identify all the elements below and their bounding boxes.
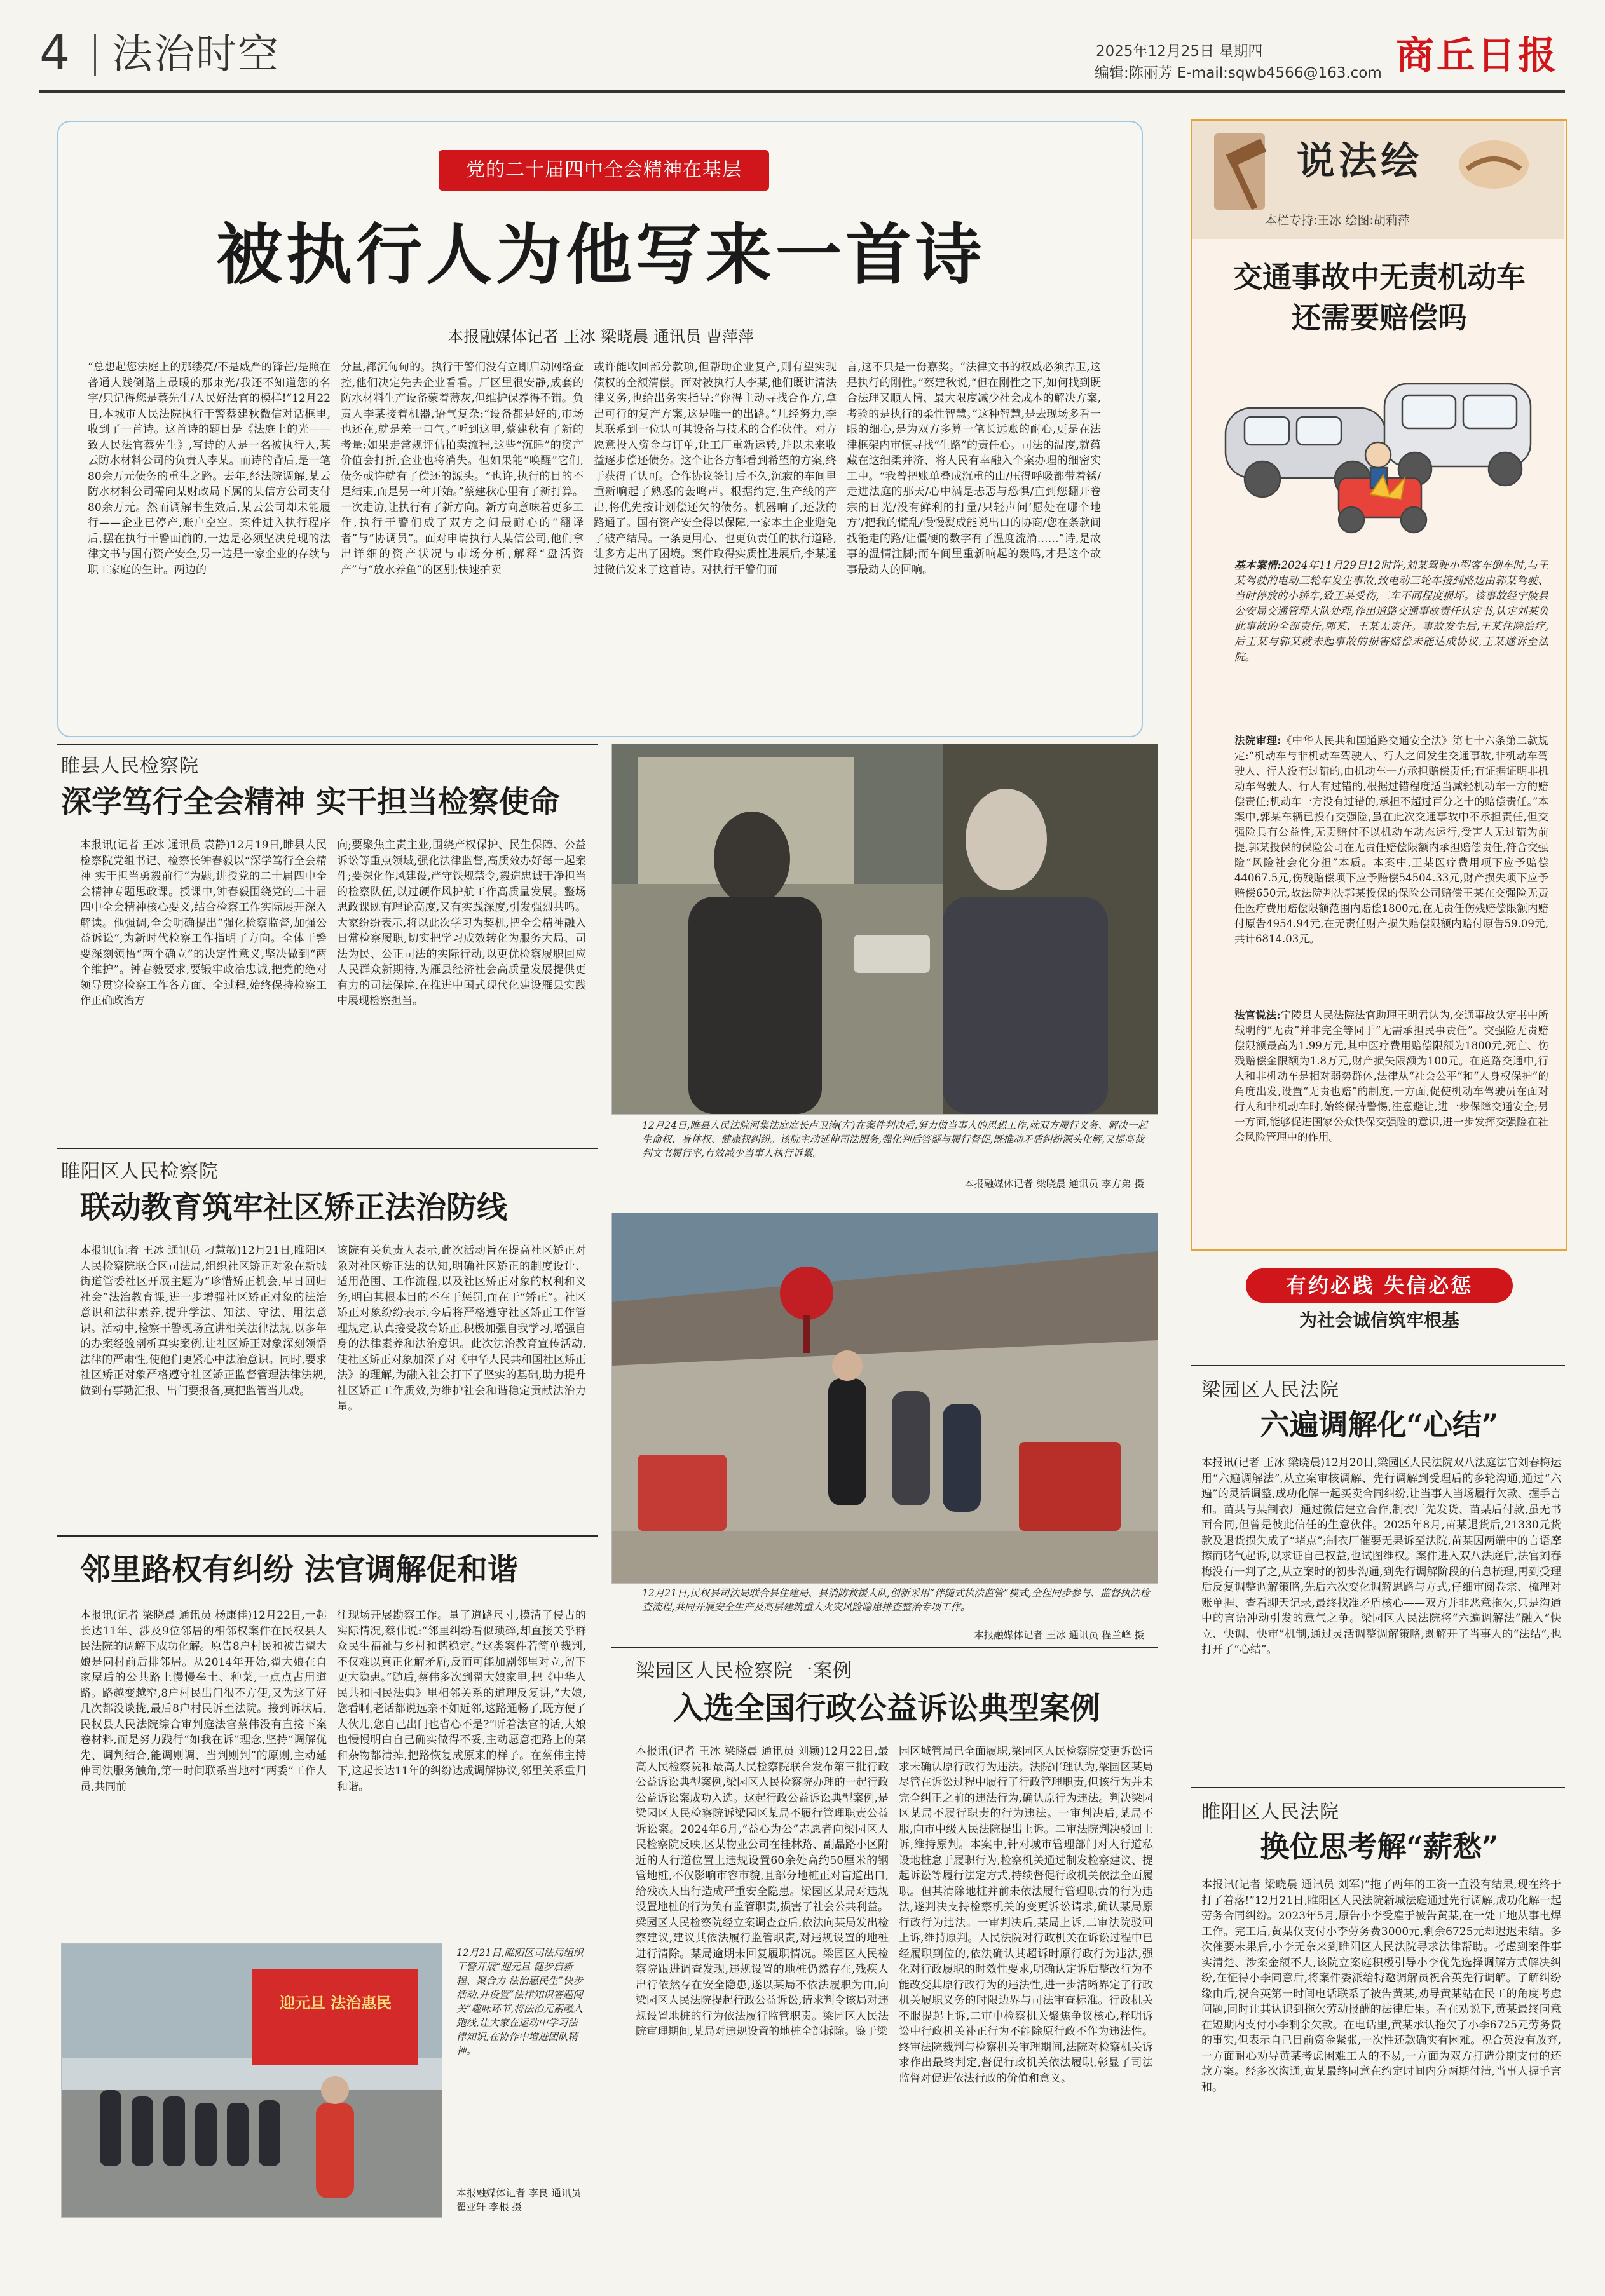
header-rule <box>39 90 1565 93</box>
liangyuan-title: 入选全国行政公益诉讼典型案例 <box>673 1690 1100 1726</box>
shuofa-law <box>1234 733 1548 1003</box>
traffic-accident-cartoon <box>1212 353 1550 541</box>
lead-byline: 本报融媒体记者 王冰 梁晓晨 通讯员 曹萍萍 <box>447 327 754 346</box>
suixian-rule <box>57 744 598 745</box>
suiyang-column-2: 该院有关负责人表示,此次活动旨在提高社区矫正对象对社区矫正法的认知,明确社区矫正的制度设计、适用范围、工作流程,以及社区矫正对象的权利和义务,明白其根本目的不在于惩罚,而在于“矫正”。社区矫正对象纷纷表示,今后将严格遵守社区矫正工作管理规定,认真接受教育矫正,积极加强自我学习,增强自身的法律素养和法治意识。此次法治教育宣传活动,使社区矫正对象加深了对《中华人民共和国社区矫正法》的理解,为融入社会打下了坚实的基础,助力提升社区矫正工作质效,为维护社会和谐稳定贡献法治力量。 <box>337 1244 586 1413</box>
suiyang-title: 联动教育筑牢社区矫正法治防线 <box>80 1190 508 1225</box>
suiyang-court-kicker: 睢阳区人民法院 <box>1201 1801 1339 1823</box>
lead-column-3: 或许能收回部分款项,但帮助企业复产,则有望实现债权的全额清偿。面对被执行人李某,他们既讲清法律义务,也给出务实指导:“你得主动寻找合作方,拿出可行的复产方案,这是唯一的出路。”几经努力,李某联系到一位认可其设备与技术的合作伙伴。对方愿意投入资金与订单,让工厂重新运转,并以未来收益逐步偿还债务。这个让各方都看到希望的方案,终于获得了认可。合作协议签订后不久,沉寂的车间里重新响起了熟悉的轰鸣声。根据约定,生产线的产出,将优先按计划偿还欠的债务。机器响了,还款的路通了。国有资产安全得以保障,一家本土企业避免了破产结局。一条更用心、也更负责任的执行道路,让多方走出了困境。案件取得实质性进展后,李某通过微信发来了这首诗。对执行干警们而 <box>594 361 837 576</box>
mediation-photo-credit: 本报融媒体记者 梁晓晨 通讯员 李方弟 摄 <box>964 1178 1144 1190</box>
mediation-photo-caption: 12月24日,睢县人民法院河集法庭庭长卢卫涛(左)在案件判决后,努力做当事人的思想工作,就双方履行义务、解决一起生命权、身体权、健康权纠纷。该院主动延伸司法服务,强化判后答疑与履行督促,既推动矛盾纠纷源头化解,又提高裁判文书履行率,有效减少当事人执行诉累。 <box>642 1120 1147 1159</box>
photo-mediation-scene <box>612 744 1158 1114</box>
masthead-logo: 商丘日报 <box>1396 34 1559 78</box>
shuofa-judge-text: 宁陵县人民法院法官助理王明君认为,交通事故认定书中所载明的“无责”并非完全等同于“无需承担民事责任”。交强险无责赔偿限额最高为1.99万元,其中医疗费用赔偿限额为1800元,死亡、伤残赔偿金限额为1.8万元,财产损失限额为100元。在道路交通中,行人和非机动车是相对弱势群体,法律从“社会公平”和“人身权保护”的角度出发,设置“无责也赔”的制度,一方面,促使机动车驾驶员在面对行人和非机动车时,始终保持警惕,注意避让,进一步保障交通安全;另一方面,能够促进国家公众快保交强险的意识,进一步发挥交强险在社会风险管理中的作用。 <box>1234 1009 1548 1143</box>
shuofa-law-label: 法院审理: <box>1234 735 1281 747</box>
photo-fire-inspection <box>611 1213 1158 1584</box>
shuofa-judge-label: 法官说法: <box>1234 1009 1281 1021</box>
liangyuan-court-rule <box>1191 1365 1565 1366</box>
suiyang-kicker: 睢阳区人民检察院 <box>61 1160 219 1183</box>
liangyuan-column-1: 本报讯(记者 王冰 梁晓晨 通讯员 刘颖)12月22日,最高人民检察院和最高人民检察院联合发布第三批行政公益诉讼典型案例,梁园区人民检察院办理的一起行政公益诉讼案成功入选。这起行政公益诉讼典型案例,是梁园区人民检察院诉梁园区某局不履行管理职责公益诉讼案。2024年6月,“益心为公”志愿者向梁园区人民检察院反映,区某物业公司在桂林路、副晶路小区附近的人行道位置上违规设置60余处高约50厘米的钢管地桩,不仅影响市容市貌,且部分地桩正对盲道出口,给残疾人出行造成严重安全隐患。梁园区某局对违规设置地桩的行为负有监管职责,损害了社会公共利益。梁园区人民检察院经立案调查查后,依法向某局发出检察建议,建议其依法履行监管职责,对违规设置的地桩进行清除。某局逾期未回复履职情况。梁园区人民检察院跟进调查发现,违规设置的地桩仍然存在,残疾人出行依然存在安全隐患,遂以某局不依法履职为由,向梁园区人民法院提起行政公益诉讼,请求判令该局对违规设置地桩的行为依法履行监管职责。梁园区人民法院审理期间,某局对违规设置的地桩全部拆除。鉴于梁 <box>636 1745 889 2038</box>
shuofa-case-text: 2024年11月29日12时许,刘某驾驶小型客车倒车时,与王某驾驶的电动三轮车发生事故,致电动三轮车接到路边由郭某驾驶、当时停放的小轿车,致王某受伤,三车不同程度损坏。该事故经宁陵县公安局交通管理大队处理,作出道路交通事故责任认定书,认定刘某负此事故的全部责任,郭某、王某无责任。事故发生后,王某住院治疗,后王某与郭某就未起事故的损害赔偿未能达成协议,王某遂诉至法院。 <box>1234 559 1548 663</box>
walking-photo-caption: 12月21日,睢阳区司法局组织干警开展“迎元旦 健步启新程、聚合力 法治惠民生”快步活动,并设置“法律知识答题闯关”趣味环节,将法治元素融入跑线,让大家在运动中学习法律知识,在协作中增进团队精神。 <box>456 1947 584 2056</box>
liangyuan-rule <box>611 1647 1158 1648</box>
liangyuan-kicker: 梁园区人民检察院一案例 <box>636 1660 852 1682</box>
photo-walking-event <box>61 1943 442 2218</box>
shuofa-title: 交通事故中无责机动车还需要赔偿吗 <box>1233 260 1526 335</box>
shuofa-column-title: 说法绘 <box>1297 139 1423 184</box>
lead-column-1: “总想起您法庭上的那缕亮/不是威严的锋芒/是照在普通人践倒路上最暖的那束光/我还不知道您的名字/只记得您是蔡先生/人民好法官的模样!”12月22日,本城市人民法院执行干警蔡建秋微信对话框里,收到了一首诗。这首诗的题目是《法庭上的光——致人民法官蔡先生》,写诗的人是一名被执行人,某云防水材料公司的负责人李某。而诗的背后,是一笔80余万元债务的重生之路。去年,经法院调解,某云防水材料公司需向某财政局下属的某信方公司支付80余万元。然而调解书生效后,某云公司却未能履行——企业已停产,账户空空。案件进入执行程序后,摆在执行干警面前的,一边是必须坚决兑现的法律文书与国有资产安全,另一边是一家企业的存续与职工家庭的生计。两边的 <box>88 361 331 576</box>
page-number: 4 <box>39 24 71 81</box>
photo-fire-inspection-scene <box>612 1213 1158 1583</box>
section-title: 法治时空 <box>112 31 280 78</box>
suiyang-court-body: 本报讯(记者 梁晓晨 通讯员 刘军)“拖了两年的工资一直没有结果,现在终于打了着落!”12月21日,睢阳区人民法院新城法庭通过先行调解,成功化解一起劳务合同纠纷。2023年5月,原告小李受雇于被告黄某,在一处工地从事电焊工作。完工后,黄某仅支付小李劳务费3000元,剩余6725元却迟迟未结。多次催要未果后,小李无奈来到睢阳区人民法院寻求法律帮助。考虑到案件事实清楚、涉案金额不大,该院立案庭积极引导小李优先选择调解方式解决纠纷,在征得小李同意后,将案件委派给特邀调解员祝合英先行调解。了解纠纷缘由后,祝合英第一时间电话联系了被告黄某,劝导黄某站在民工的角度考虑问题,同时让其认识到拖欠劳动报酬的法律后果。看在劝说下,黄某最终同意在短期内支付小李剩余欠款。在电话里,黄某承认拖欠了小李6725元劳务费的事实,但表示自己目前资金紧张,一次性还款确实有困难。祝合英没有放弃,一方面耐心劝导黄某考虑困难工人的不易,一方面为双方打造分期支付的还款方案。经多次沟通,黄某最终同意在约定时间内分两期付清,当事人握手言和。 <box>1201 1878 1561 2094</box>
neighbor-rule <box>57 1535 598 1537</box>
liangyuan-court-title: 六遍调解化“心结” <box>1260 1408 1499 1442</box>
suixian-column-2: 向;要聚焦主责主业,围绕产权保护、民生保障、公益诉讼等重点领域,强化法律监督,高质效办好每一起案件;要深化作风建设,严守铁规禁令,毅造忠诚干净担当的检察队伍,以过硬作风护航工作高质量发展。整场思政课既有理论高度,又有实践深度,引发强烈共鸣。大家纷纷表示,将以此次学习为契机,把全会精神融入日常检察履职,切实把学习成效转化为服务大局、司法为民、公正司法的实际行动,以更优检察履职回应人民群众新期待,为雁县经济社会高质量发展提供更有力的司法保障,在推进中国式现代化建设雁县实践中展现检察担当。 <box>337 839 586 1007</box>
fire-photo-caption: 12月21日,民权县司法局联合县住建局、县消防救援大队,创新采用“伴随式执法监管”模式,全程同步参与、监督执法检查流程,共同开展安全生产及高层建筑重大火灾风险隐患排查整治专项工作。 <box>642 1587 1150 1613</box>
liangyuan-court-body: 本报讯(记者 王冰 梁晓晨)12月20日,梁园区人民法院双八法庭法官刘春梅运用“六遍调解法”,从立案审核调解、先行调解到受理后的多轮沟通,通过“六遍”的灵活调整,成功化解一起买卖合同纠纷,让当事人当场履行欠款、握手言和。苗某与某制衣厂通过微信建立合作,制衣厂先发货、苗某后付款,虽无书面合同,但曾是彼此信任的生意伙伴。2025年8月,苗某退货后,21330元货款及退货损失成了“堵点”;制衣厂催要无果诉至法院,苗某因两端中的言语摩擦而赌气起诉,以求证自己权益,也试图维权。案件进入双八法庭后,法官刘春梅没有一判了之,从立案时的初步沟通,到先行调解阶段的信息梳理,再到受理后反复调整调解策略,先后六次变化调解思路与方式,仔细审阅卷宗、梳理对账单据、查看聊天记录,最终找准矛盾核心——双方并非恶意拖欠,只是沟通中的言语冲动引发的意气之争。梁园区人民法院将“六遍调解法”融入“快立、快调、快审”机制,通过灵活调整调解策略,既解开了当事人的“法结”,也打开了“心结”。 <box>1201 1457 1561 1656</box>
header-divider <box>94 34 96 76</box>
lead-banner: 党的二十届四中全会精神在基层 <box>439 150 769 191</box>
suiyang-court-rule <box>1191 1787 1565 1788</box>
lead-column-2: 分量,都沉甸甸的。执行干警们没有立即启动网络查控,他们决定先去企业看看。厂区里很安静,成套的防水材料生产设备蒙着薄灰,但维护保养得不错。负责人李某接着机器,语气复杂:“设备都是好的,市场也还在,就是差一口气。”听到这里,蔡建秋有了新的考量:如果走常规评估拍卖流程,这些“沉睡”的资产价值会打折,企业也将消失。但如果能“唤醒”它们,债务或许就有了偿还的源头。“也许,执行的目的不是结束,而是另一种开始。”蔡建秋心里有了新打算。一次走访,让执行有了新方向。新方向意味着更多工作,执行干警们成了双方之间最耐心的“翻译者”与“协调员”。面对申请执行人某信公司,他们拿出详细的资产状况与市场分析,解释“盘活资产”与“放水养鱼”的区别;快速拍卖 <box>341 361 584 576</box>
handshake-icon <box>1456 136 1532 193</box>
lead-headline: 被执行人为他写来一首诗 <box>215 215 985 294</box>
suixian-title: 深学笃行全会精神 实干担当检察使命 <box>61 784 560 820</box>
fire-photo-credit: 本报融媒体记者 王冰 通讯员 程兰峰 摄 <box>974 1629 1144 1641</box>
shuofa-case <box>1234 558 1548 731</box>
neighbor-title: 邻里路权有纠纷 法官调解促和谐 <box>80 1552 518 1587</box>
photo-walking-event-scene <box>62 1944 442 2217</box>
suiyang-column-1: 本报讯(记者 王冰 通讯员 刁慧敏)12月21日,睢阳区人民检察院联合区司法局,组织社区矫正对象在新城街道管委社区开展主题为“珍惜矫正机会,早日回归社会”法治教育课,进一步增强社区矫正对象的法治意识和法律素养,提升学法、知法、守法、用法意识。活动中,检察干警现场宣讲相关法律法规,以多年的办案经验剖析真实案例,让社区矫正对象深刻领悟法律的严肃性,使他们更紧心中法治意识。同时,要求社区矫正对象严格遵守社区矫正监督管理法律法规,做到有事勤汇报、出门要报备,莫把监管当儿戏。 <box>80 1244 327 1397</box>
lead-column-4: 言,这不只是一份嘉奖。“法律文书的权威必须捍卫,这是执行的刚性。”蔡建秋说,“但在刚性之下,如何找到既合法理又顺人情、最大限度减少社会成本的解决方案,考验的是执行的柔性智慧。”这种智慧,是去现场多看一眼的细心,是为双方多算一笔长远账的耐心,更是在法律框架内审慎寻找“生路”的责任心。司法的温度,就蕴藏在这细柔并济、将人民有幸融入个案办理的细密实工中。“我曾把账单叠成沉重的山/压得呼吸都带着锈/走进法庭的那天/心中满是忐忑与恐惧/直到您翻开卷宗的日光/没有鲜利的打量/只轻声问‘愿处在哪个地方’/把我的慌乱/慢慢熨成能说出口的协商/您在条款间找能走的路/让僵硬的数字有了温度流淌……”诗,是故事的温情注脚;而车间里重新响起的轰鸣,才是这个故事最动人的回响。 <box>847 361 1101 576</box>
suiyang-rule <box>57 1148 598 1149</box>
neighbor-column-1: 本报讯(记者 梁晓晨 通讯员 杨康佳)12月22日,一起长达11年、涉及9位邻居的相邻权案件在民权县人民法院的调解下成功化解。原告8户村民和被告翟大娘是同村前后排邻居。从2014年开始,翟大娘在自家屋后的公共路上慢慢垒土、种菜,一点点占用道路。路越变越窄,8户村民出门很不方便,又为这了好几次都没谈拢,最后8户村民诉至法院。接到诉状后,民权县人民法院综合审判庭法官蔡伟没有直接下案卷材料,而是努力践行“如我在诉”理念,坚持“调解优先、调判结合,能调则调、当判则判”的原则,主动延伸司法服务触角,第一时间联系当地村“两委”工作人员,共同前 <box>80 1609 327 1793</box>
shuofa-case-label: 基本案情: <box>1234 559 1281 571</box>
integrity-subline: 为社会诚信筑牢根基 <box>1299 1310 1459 1331</box>
walking-event-flag-text: 迎元旦 法治惠民 <box>279 1994 392 2012</box>
walking-photo-credit: 本报融媒体记者 李良 通讯员 翟亚轩 李根 摄 <box>456 2187 581 2213</box>
shuofa-law-text: 《中华人民共和国道路交通安全法》第七十六条第二款规定:“机动车与非机动车驾驶人、行人之间发生交通事故,非机动车驾驶人、行人没有过错的,由机动车一方承担赔偿责任;有证据证明非机动车驾驶人、行人有过错的,根据过错程度适当减轻机动车一方的赔偿责任;机动车一方没有过错的,承担不超过百分之十的赔偿责任。”本案中,郭某车辆已投有交强险,虽在此次交通事故中不承担责任,但交强险具有公益性,无责赔付不以机动车动态运行,受害人无过错为前提,郭某投保的保险公司在无责任赔偿限额内承担赔偿责任,符合交强险“风险社会化分担”本质。本案中,王某医疗费用项下应予赔偿44067.5元,伤残赔偿项下应予赔偿54504.33元,财产损失项下应予赔偿650元,故法院判决郭某投保的保险公司赔偿王某在交强险无责任医疗费用赔偿限额范围内赔偿1800元,在无责任伤残赔偿限额内赔付原告4954.94元,在无责任财产损失赔偿限额内赔付原告59.09元,共计6814.03元。 <box>1234 735 1548 945</box>
neighbor-column-2: 往现场开展勘察工作。量了道路尺寸,摸清了侵占的实际情况,蔡伟说:“邻里纠纷看似琐碎,却直接关乎群众民生福祉与乡村和谐稳定。”这类案件若简单裁判,不仅难以真正化解矛盾,反而可能加剧邻里对立,留下更大隐患。”随后,蔡伟多次到翟大娘家里,把《中华人民共和国民法典》里相邻关系的道理反复讲,“大娘,您看啊,老话都说远亲不如近邻,这路通畅了,既方便了大伙儿,您自己出门也省心不是?”听着法官的话,大娘也慢慢明白自己确实做得不妥,主动愿意把路上的菜和杂物都清掉,把路恢复成原来的样子。在蔡伟主持下,这起长达11年的纠纷达成调解协议,邻里关系重归和谐。 <box>337 1609 586 1793</box>
integrity-banner: 有约必践 失信必惩 <box>1246 1268 1513 1303</box>
suixian-kicker: 睢县人民检察院 <box>61 755 199 777</box>
liangyuan-court-kicker: 梁园区人民法院 <box>1201 1379 1339 1401</box>
photo-mediation <box>611 744 1158 1115</box>
shuofa-credits: 本栏专持:王冰 绘图:胡莉萍 <box>1265 214 1410 228</box>
shuofa-judge <box>1234 1008 1548 1224</box>
suiyang-court-title: 换位思考解“薪愁” <box>1260 1830 1499 1864</box>
liangyuan-column-2: 园区城管局已全面履职,梁园区人民检察院变更诉讼请求未确认原行政行为违法。法院审理认为,梁园区某局尽管在诉讼过程中履行了行政管理职责,但该行为并未完全纠正之前的违法行为,确认原行为违法。判决梁园区某局不履行职责的行为违法。一审判决后,某局不服,向市中级人民法院提出上诉。二审法院判决驳回上诉,维持原判。本案中,针对城市管理部门对人行道私设地桩怠于履职行为,检察机关通过制发检察建议、提起诉讼等履行法定方式,持续督促行政机关依法全面履职。但其清除地桩并前未依法履行管理职责的行为违法,遂判决支持检察机关的变更诉讼请求,确认某局原行政行为违法。一审判决后,某局上诉,二审法院驳回上诉,维持原判。人民法院对行政机关在诉讼过程中已经履职到位的,依法确认其超诉时原行政行为违法,强化对行政履职的时效性要求,明确认定诉后整改行为不能改变其原行政行为的违法性,进一步清晰界定了行政机关履职义务的时限边界与司法审查标准。行政机关不服提起上诉,二审中检察机关聚焦争议核心,释明诉讼中行政机关补正行为不能除原行政不作为违法性。终审法院裁判与检察机关审理期间,法院对检察机关诉求作出最终判定,督促行政机关依法履职,彰显了司法监督对促进依法行政的价值和意义。 <box>899 1745 1153 2085</box>
suixian-column-1: 本报讯(记者 王冰 通讯员 袁静)12月19日,睢县人民检察院党组书记、检察长钟春毅以“深学笃行全会精神 实干担当勇毅前行”为题,讲授党的二十届四中全会精神专题思政课。授课中,钟春毅围绕党的二十届四中全会精神核心要义,结合检察工作实际展开深入解读。他强调,全会明确提出“强化检察监督,加强公益诉讼”,为新时代检察工作指明了方向。全体干警要深刻领悟“两个确立”的决定性意义,坚决做到“两个维护”。钟春毅要求,要锻牢政治忠诚,把党的绝对领导贯穿检察工作各方面、全过程,始终保持检察工作正确政治方 <box>80 839 327 1007</box>
editor-line: 编辑:陈丽芳 E-mail:sqwb4566@163.com <box>1095 65 1382 81</box>
issue-date: 2025年12月25日 星期四 <box>1096 43 1263 60</box>
